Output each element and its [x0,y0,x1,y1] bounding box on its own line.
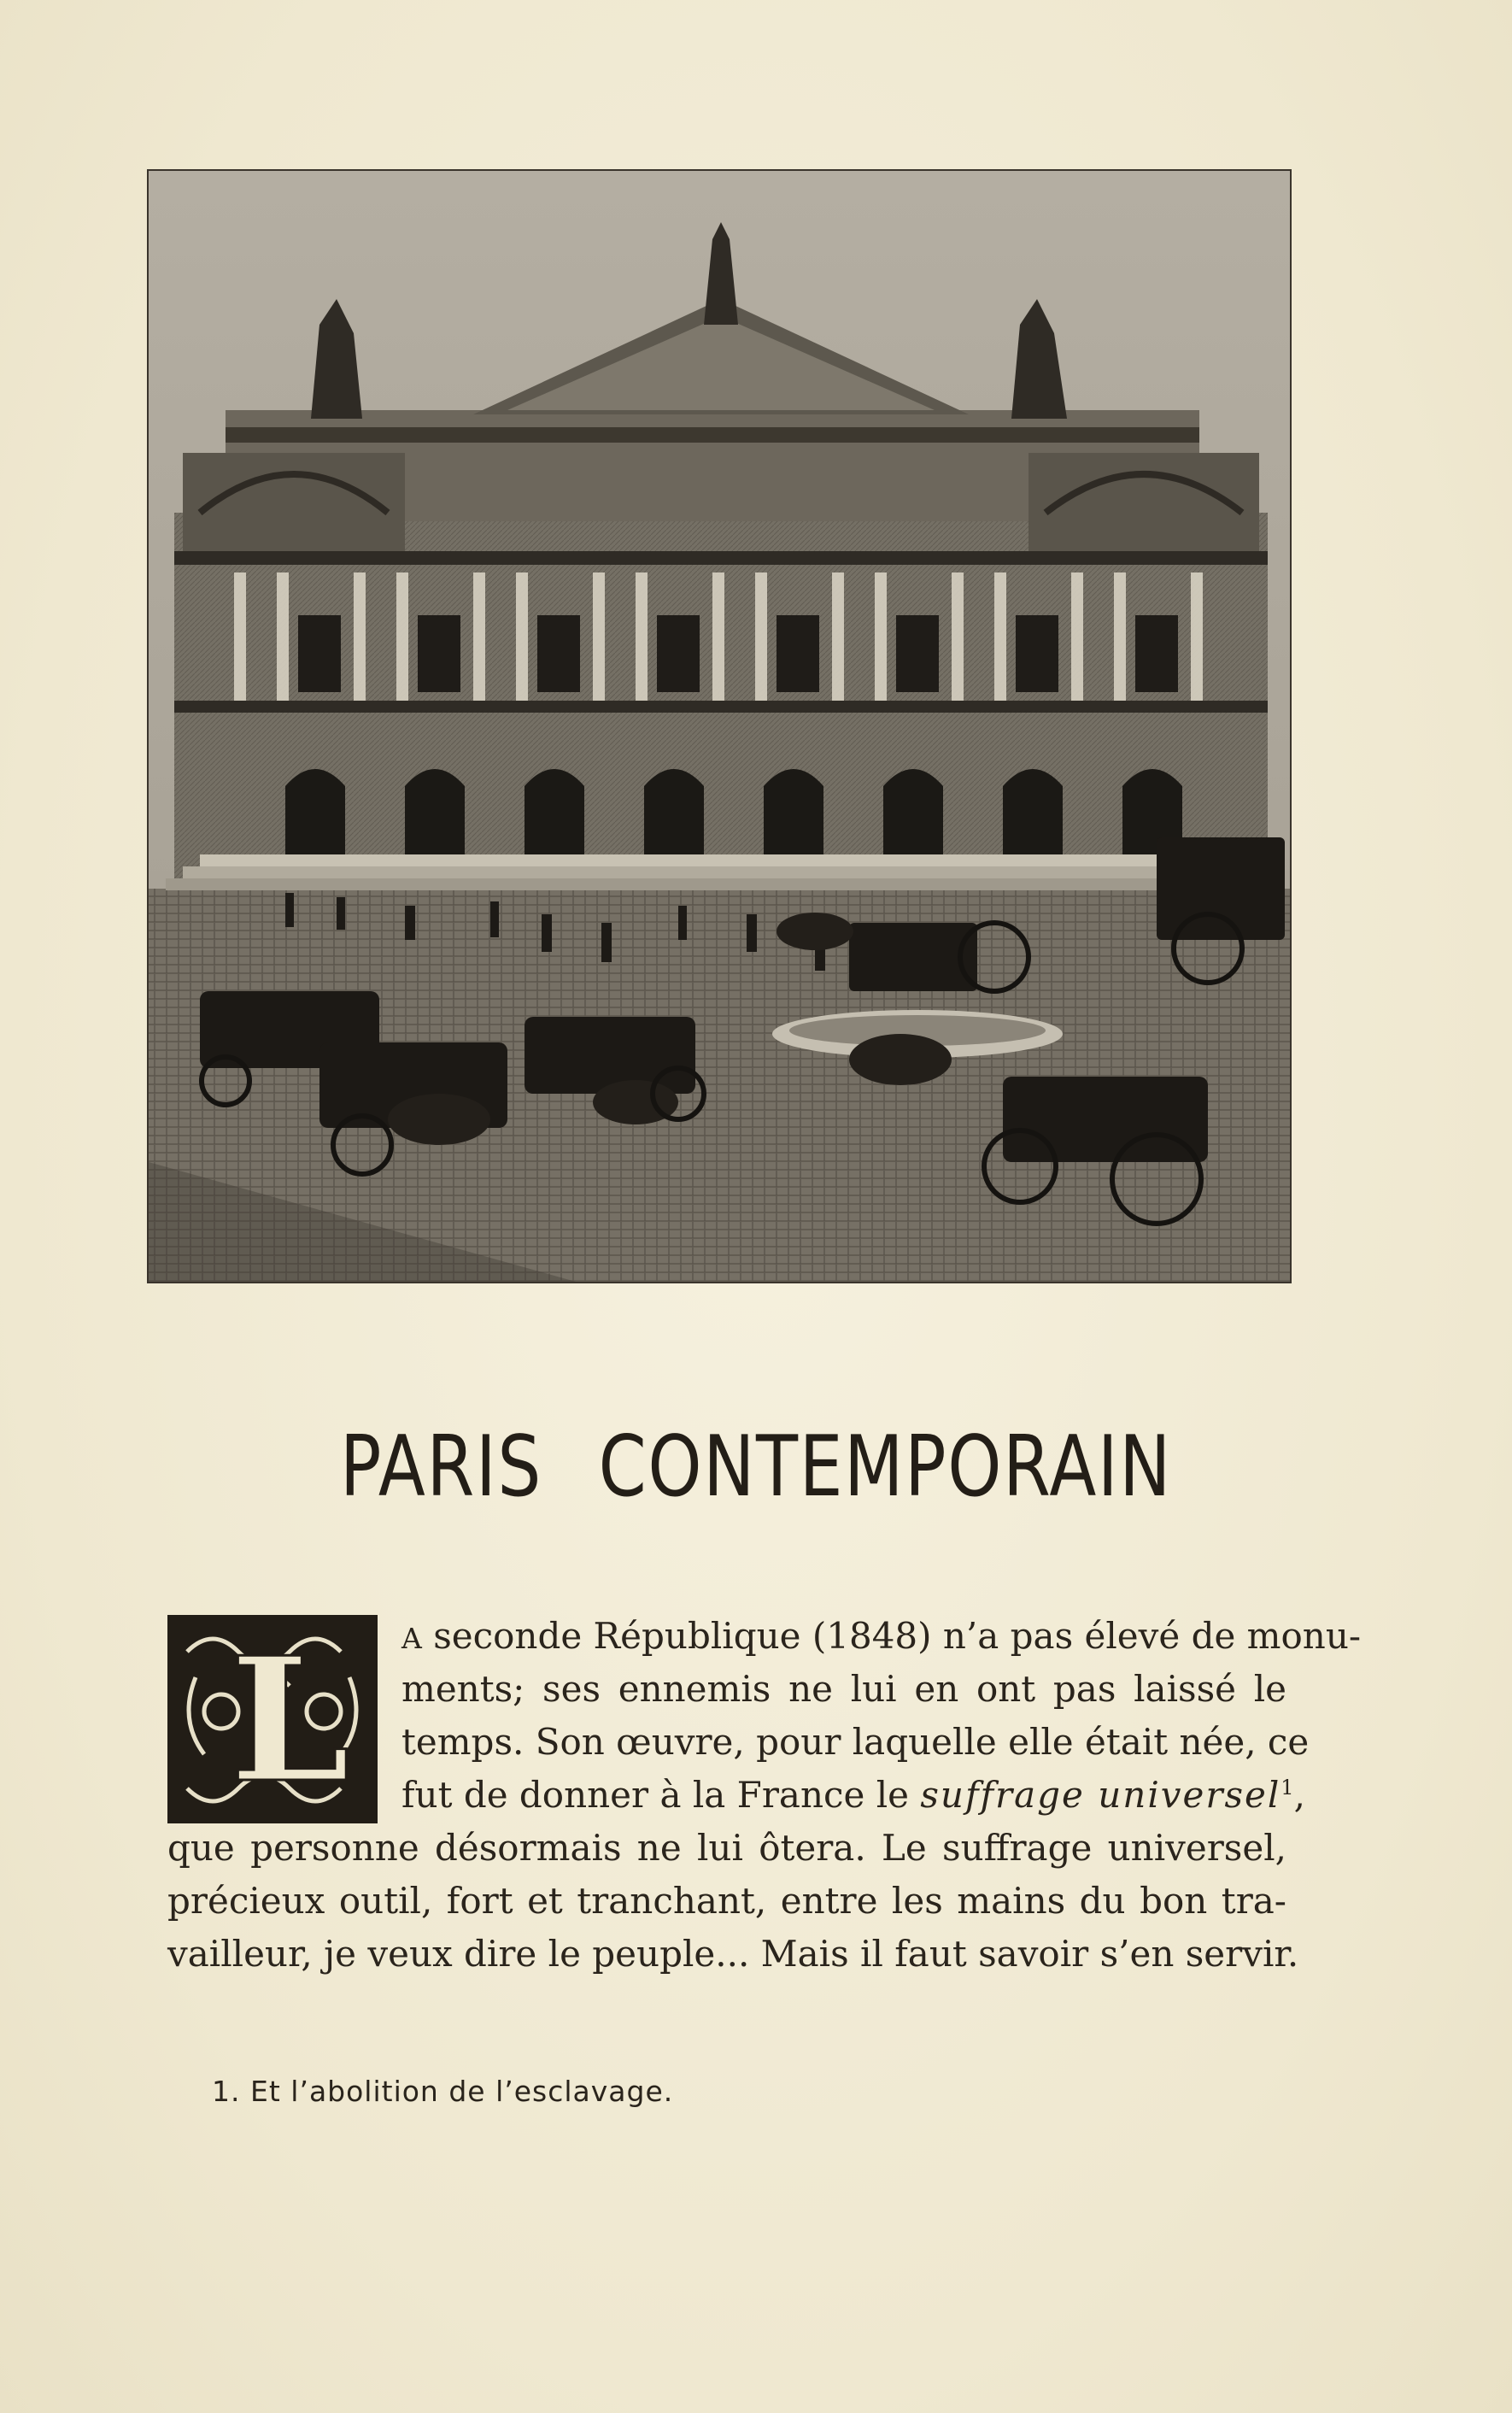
footnote-number: 1. [212,2075,241,2108]
opera-house-illustration [147,169,1292,1283]
line4-italic: suffrage universel [920,1774,1281,1816]
dropcap-letter: L [230,1620,350,1821]
text-line-6: précieux outil, fort et tranchant, entre les mains du bon tra- [167,1880,1286,1922]
line1-text: seconde République (1848) n’a pas élevé de monu- [421,1615,1362,1657]
title-word-contemporain: CONTEMPORAIN [598,1418,1173,1516]
text-line-3: temps. Son œuvre, pour laquelle elle était née, ce [401,1721,1310,1763]
line1-smallcap: A [401,1622,422,1655]
text-line-2: ments; ses ennemis ne lui en ont pas laissé le [401,1668,1286,1710]
footnote-marker: 1 [1281,1776,1294,1799]
footnote-text: Et l’abolition de l’esclavage. [250,2075,674,2108]
ornamental-dropcap-L [167,1615,378,1823]
text-line-4 [401,1774,1305,1816]
text-line-5: que personne désormais ne lui ôtera. Le suffrage universel, [167,1827,1286,1869]
chapter-title [136,1418,1375,1516]
line4-post: , [1293,1774,1305,1816]
line4-pre: fut de donner à la France le [401,1774,921,1816]
title-word-paris: PARIS [339,1418,543,1516]
text-line-1 [401,1615,1362,1657]
text-line-7: vailleur, je veux dire le peuple... Mais il faut savoir s’en servir. [167,1933,1299,1975]
footnote [212,2075,673,2108]
